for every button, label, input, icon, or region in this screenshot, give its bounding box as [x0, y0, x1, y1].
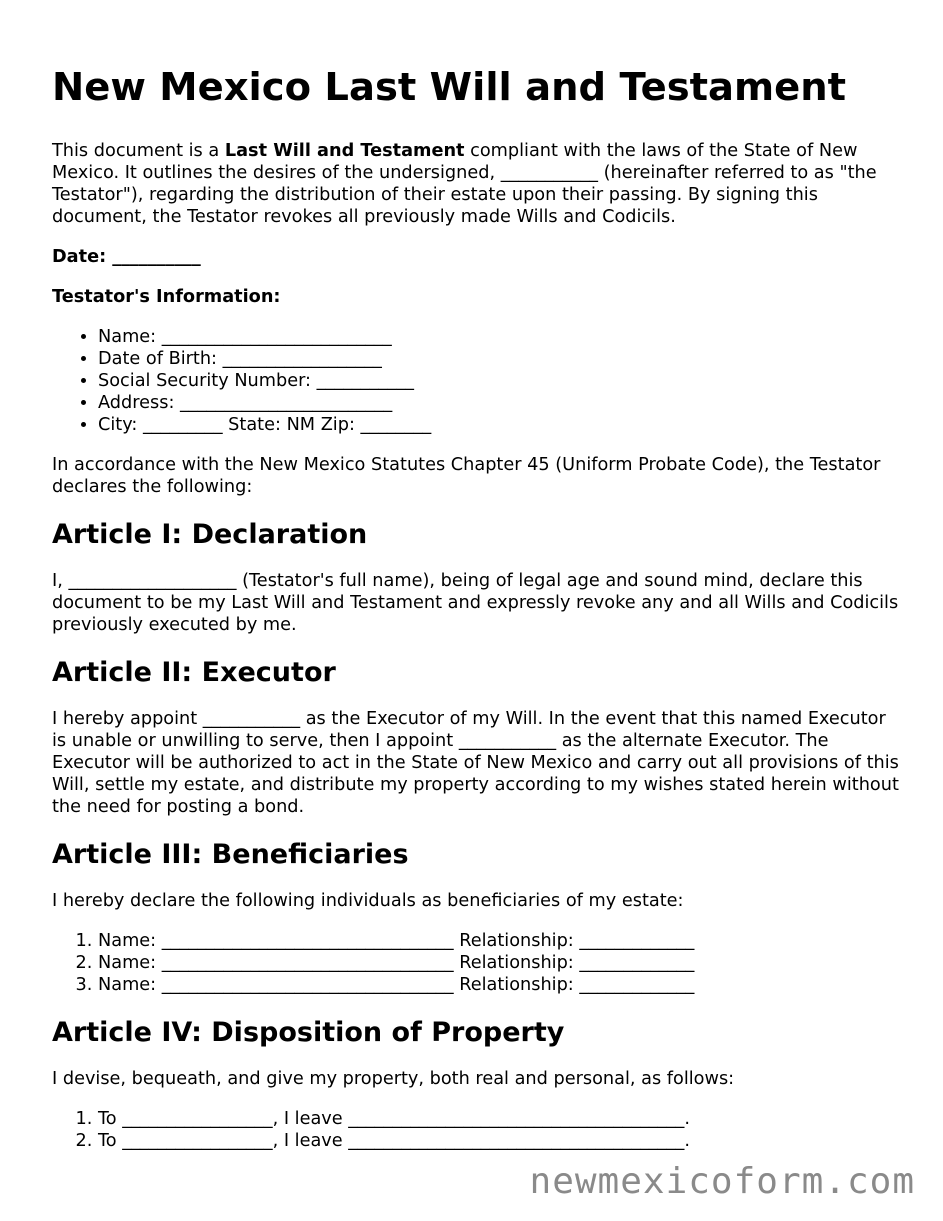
- intro-bold: Last Will and Testament: [224, 141, 465, 161]
- intro-paragraph: [52, 140, 902, 228]
- article-2-heading: Article II: Executor: [52, 657, 336, 688]
- intro-pre: This document is a: [52, 141, 225, 161]
- intro-post: compliant with the laws of the State of New Mexico. It outlines the desires of the undersigned, ___________ (hereinafter referred to as "the Testator"), regarding the distribution of their estate upon their passing. By signing this document, the Testator revokes all previously made Wills and Codicils.: [52, 141, 877, 227]
- beneficiary-item: 1. Name: _________________________________ Relationship: _____________: [98, 930, 902, 952]
- article-3-text: I hereby declare the following individuals as beneficiaries of my estate:: [52, 891, 684, 911]
- beneficiary-item: 2. Name: _________________________________ Relationship: _____________: [98, 952, 902, 974]
- article-4-heading: Article IV: Disposition of Property: [52, 1017, 565, 1048]
- article-1-text: I, ___________________ (Testator's full name), being of legal age and sound mind, declare this document to be my Last Will and Testament and expressly revoke any and all Wills and Codicils previously executed by me.: [52, 571, 899, 635]
- disposition-item: 1. To _________________, I leave ______________________________________.: [98, 1108, 902, 1130]
- testator-field-dob: • Date of Birth: __________________: [98, 348, 902, 370]
- disposition-item: 2. To _________________, I leave ______________________________________.: [98, 1130, 902, 1152]
- watermark: newmexicoform.com: [529, 1161, 915, 1202]
- testator-field-ssn: • Social Security Number: ___________: [98, 370, 902, 392]
- date-line-text: Date: __________: [52, 247, 201, 267]
- beneficiaries-list: [52, 930, 902, 996]
- article-2-text: I hereby appoint ___________ as the Executor of my Will. In the event that this named Executor is unable or unwilling to serve, then I appoint ___________ as the alternate Executor. The Executor will be authorized to act in the State of New Mexico and carry out all provisions of this Will, settle my estate, and distribute my property according to my wishes stated herein without the need for posting a bond.: [52, 709, 899, 817]
- article-1-heading: Article I: Declaration: [52, 519, 368, 550]
- testator-field-address: • Address: ________________________: [98, 392, 902, 414]
- testator-info-heading-text: Testator's Information:: [52, 287, 281, 307]
- date-line: [52, 246, 902, 268]
- testator-field-name: • Name: __________________________: [98, 326, 902, 348]
- document-title: New Mexico Last Will and Testament: [52, 65, 847, 110]
- document-page: [52, 62, 902, 1170]
- article-3-heading: Article III: Beneficiaries: [52, 839, 409, 870]
- accordance-paragraph: In accordance with the New Mexico Statutes Chapter 45 (Uniform Probate Code), the Testator declares the following:: [52, 455, 881, 497]
- testator-info-heading: [52, 286, 902, 308]
- beneficiary-item: 3. Name: _________________________________ Relationship: _____________: [98, 974, 902, 996]
- testator-info-list: [52, 326, 902, 436]
- article-4-text: I devise, bequeath, and give my property, both real and personal, as follows:: [52, 1069, 735, 1089]
- property-disposition-list: [52, 1108, 902, 1152]
- testator-field-city-state-zip: • City: _________ State: NM Zip: ________: [98, 414, 902, 436]
